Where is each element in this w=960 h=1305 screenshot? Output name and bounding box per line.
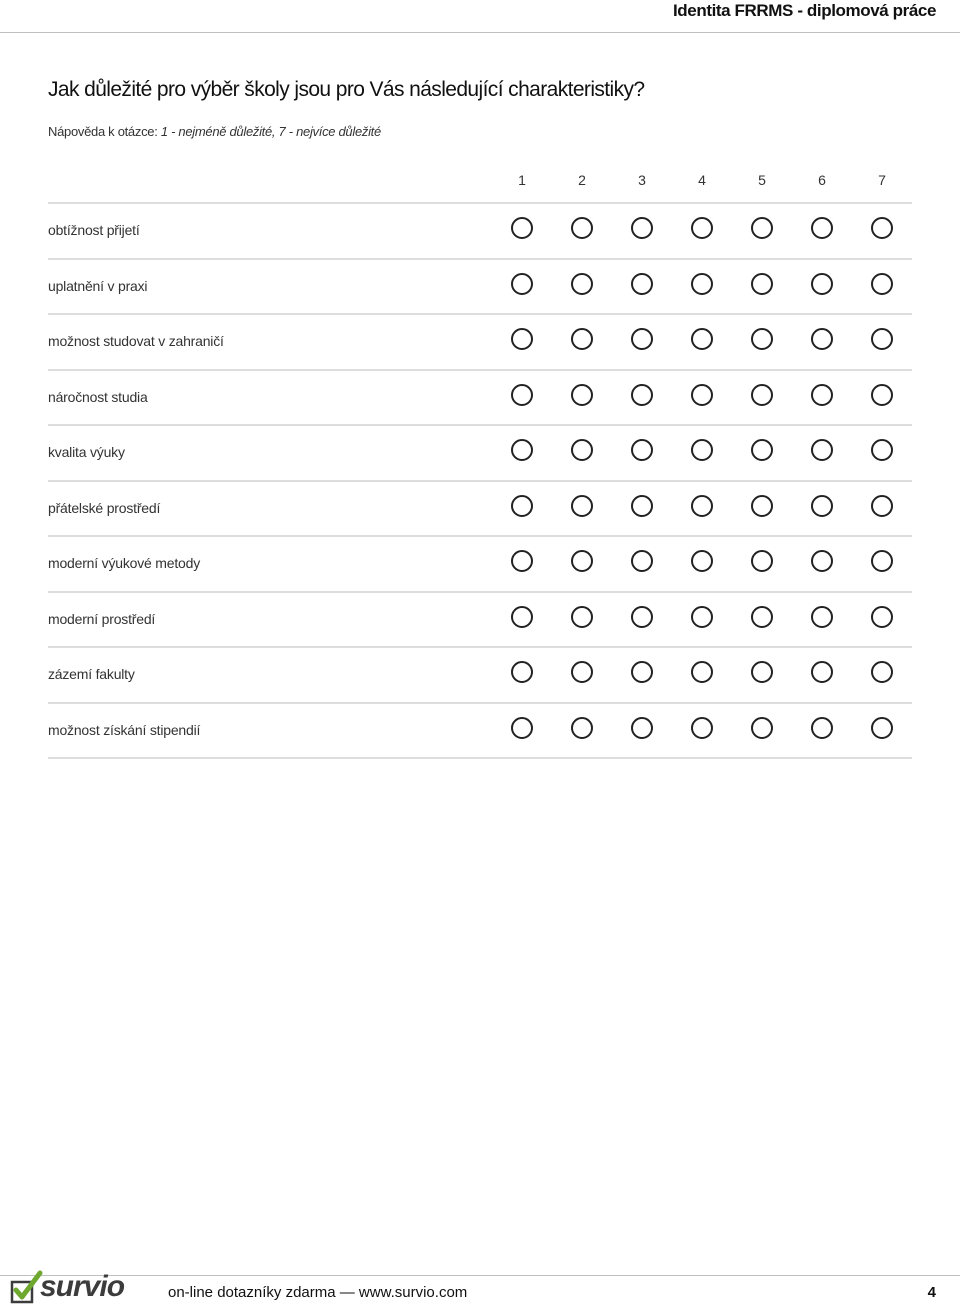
radio-option-7[interactable] bbox=[871, 661, 893, 683]
radio-option-5[interactable] bbox=[751, 550, 773, 572]
radio-option-5[interactable] bbox=[751, 717, 773, 739]
radio-option-4[interactable] bbox=[691, 606, 713, 628]
radio-option-6[interactable] bbox=[811, 439, 833, 461]
survio-logo bbox=[10, 1270, 150, 1304]
radio-option-3[interactable] bbox=[631, 661, 653, 683]
radio-option-7[interactable] bbox=[871, 217, 893, 239]
radio-option-3[interactable] bbox=[631, 328, 653, 350]
radio-option-4[interactable] bbox=[691, 717, 713, 739]
radio-option-4[interactable] bbox=[691, 217, 713, 239]
radio-option-7[interactable] bbox=[871, 439, 893, 461]
hint-scale-description: 1 - nejméně důležité, 7 - nejvíce důležité bbox=[160, 124, 381, 139]
matrix-row bbox=[48, 204, 912, 260]
radio-option-7[interactable] bbox=[871, 328, 893, 350]
radio-option-6[interactable] bbox=[811, 606, 833, 628]
logo-wordmark: survio bbox=[40, 1270, 125, 1303]
radio-option-4[interactable] bbox=[691, 273, 713, 295]
radio-option-4[interactable] bbox=[691, 384, 713, 406]
radio-option-1[interactable] bbox=[511, 217, 533, 239]
scale-label-4: 4 bbox=[698, 172, 706, 188]
radio-option-6[interactable] bbox=[811, 717, 833, 739]
row-label: možnost studovat v zahraničí bbox=[48, 333, 224, 349]
radio-option-2[interactable] bbox=[571, 273, 593, 295]
scale-label-2: 2 bbox=[578, 172, 586, 188]
radio-option-4[interactable] bbox=[691, 439, 713, 461]
matrix-row bbox=[48, 260, 912, 316]
row-label: uplatnění v praxi bbox=[48, 277, 148, 294]
scale-label-5: 5 bbox=[758, 172, 766, 188]
radio-option-7[interactable] bbox=[871, 384, 893, 406]
row-label: možnost získání stipendií bbox=[48, 721, 201, 738]
radio-option-3[interactable] bbox=[631, 273, 653, 295]
radio-option-2[interactable] bbox=[571, 717, 593, 739]
radio-option-1[interactable] bbox=[511, 495, 533, 517]
radio-option-4[interactable] bbox=[691, 661, 713, 683]
matrix-row bbox=[48, 482, 912, 538]
radio-option-1[interactable] bbox=[511, 550, 533, 572]
question-title: Jak důležité pro výběr školy jsou pro Vás následující charakteristiky? bbox=[48, 78, 645, 101]
radio-option-1[interactable] bbox=[511, 606, 533, 628]
radio-option-6[interactable] bbox=[811, 661, 833, 683]
matrix-row bbox=[48, 704, 912, 760]
radio-option-3[interactable] bbox=[631, 717, 653, 739]
matrix-row bbox=[48, 593, 912, 649]
footer-tagline: on-line dotazníky zdarma — www.survio.com bbox=[168, 1284, 468, 1301]
radio-option-6[interactable] bbox=[811, 328, 833, 350]
radio-option-1[interactable] bbox=[511, 328, 533, 350]
radio-option-6[interactable] bbox=[811, 550, 833, 572]
radio-option-3[interactable] bbox=[631, 550, 653, 572]
row-label: přátelské prostředí bbox=[48, 499, 161, 516]
row-label: obtížnost přijetí bbox=[48, 222, 140, 238]
row-label: kvalita výuky bbox=[48, 444, 125, 460]
header-divider bbox=[0, 32, 960, 33]
radio-option-5[interactable] bbox=[751, 217, 773, 239]
row-label: moderní výukové metody bbox=[48, 555, 201, 571]
radio-option-2[interactable] bbox=[571, 661, 593, 683]
radio-option-3[interactable] bbox=[631, 606, 653, 628]
radio-option-7[interactable] bbox=[871, 495, 893, 517]
radio-option-2[interactable] bbox=[571, 217, 593, 239]
radio-option-1[interactable] bbox=[511, 439, 533, 461]
hint-prefix: Nápověda k otázce: bbox=[48, 124, 161, 139]
radio-option-2[interactable] bbox=[571, 439, 593, 461]
radio-option-1[interactable] bbox=[511, 717, 533, 739]
radio-option-5[interactable] bbox=[751, 606, 773, 628]
page-number: 4 bbox=[927, 1284, 936, 1301]
radio-option-6[interactable] bbox=[811, 217, 833, 239]
radio-option-2[interactable] bbox=[571, 328, 593, 350]
scale-label-3: 3 bbox=[638, 172, 646, 188]
radio-option-7[interactable] bbox=[871, 550, 893, 572]
radio-option-7[interactable] bbox=[871, 717, 893, 739]
radio-option-7[interactable] bbox=[871, 273, 893, 295]
matrix-row bbox=[48, 371, 912, 427]
radio-option-6[interactable] bbox=[811, 273, 833, 295]
matrix-row bbox=[48, 426, 912, 482]
question-hint bbox=[48, 124, 381, 139]
radio-option-7[interactable] bbox=[871, 606, 893, 628]
radio-option-2[interactable] bbox=[571, 495, 593, 517]
row-label: náročnost studia bbox=[48, 388, 148, 405]
radio-option-5[interactable] bbox=[751, 384, 773, 406]
matrix-row bbox=[48, 537, 912, 593]
radio-option-5[interactable] bbox=[751, 273, 773, 295]
radio-option-3[interactable] bbox=[631, 495, 653, 517]
matrix-row bbox=[48, 648, 912, 704]
scale-label-7: 7 bbox=[878, 172, 886, 188]
scale-label-1: 1 bbox=[518, 172, 526, 188]
radio-option-1[interactable] bbox=[511, 273, 533, 295]
matrix-row bbox=[48, 315, 912, 371]
radio-option-2[interactable] bbox=[571, 606, 593, 628]
rating-matrix bbox=[48, 204, 912, 759]
radio-option-5[interactable] bbox=[751, 495, 773, 517]
scale-header bbox=[490, 172, 912, 192]
radio-option-3[interactable] bbox=[631, 439, 653, 461]
radio-option-1[interactable] bbox=[511, 661, 533, 683]
radio-option-5[interactable] bbox=[751, 661, 773, 683]
scale-label-6: 6 bbox=[818, 172, 826, 188]
radio-option-5[interactable] bbox=[751, 439, 773, 461]
radio-option-4[interactable] bbox=[691, 328, 713, 350]
row-label: zázemí fakulty bbox=[48, 666, 135, 682]
radio-option-1[interactable] bbox=[511, 384, 533, 406]
radio-option-6[interactable] bbox=[811, 384, 833, 406]
radio-option-4[interactable] bbox=[691, 550, 713, 572]
radio-option-3[interactable] bbox=[631, 217, 653, 239]
radio-option-3[interactable] bbox=[631, 384, 653, 406]
radio-option-6[interactable] bbox=[811, 495, 833, 517]
radio-option-5[interactable] bbox=[751, 328, 773, 350]
radio-option-2[interactable] bbox=[571, 384, 593, 406]
row-label: moderní prostředí bbox=[48, 610, 156, 627]
radio-option-4[interactable] bbox=[691, 495, 713, 517]
document-title: Identita FRRMS - diplomová práce bbox=[672, 1, 936, 20]
checkmark-icon bbox=[10, 1270, 44, 1304]
radio-option-2[interactable] bbox=[571, 550, 593, 572]
